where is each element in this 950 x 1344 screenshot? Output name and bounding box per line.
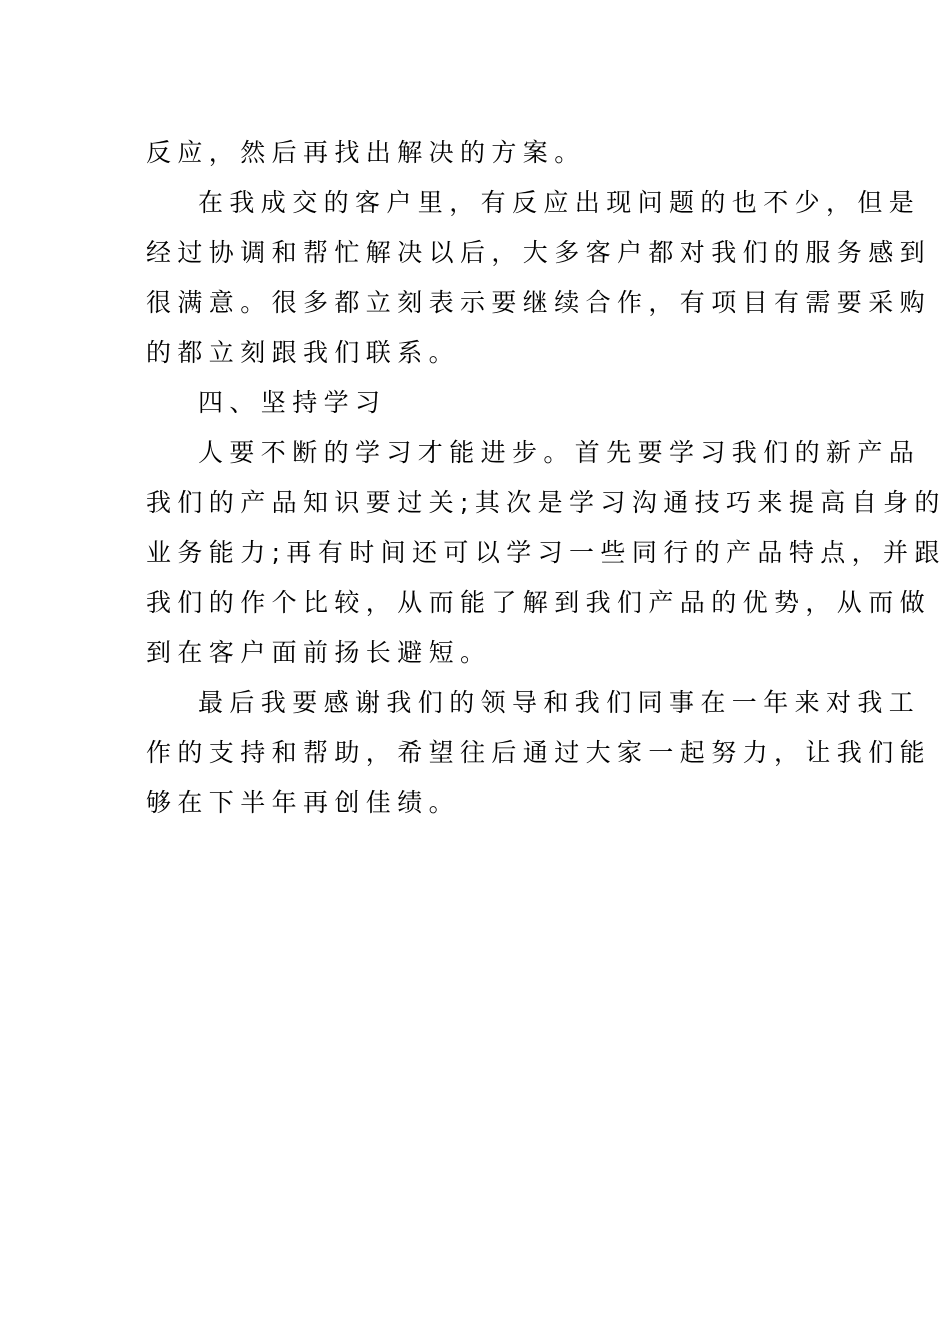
paragraph-first-line: 在我成交的客户里，有反应出现问题的也不少，但是 xyxy=(198,188,921,217)
text-line: 我们的产品知识要过关;其次是学习沟通技巧来提高自身的 xyxy=(146,488,946,517)
text-line: 很满意。很多都立刻表示要继续合作，有项目有需要采购 xyxy=(146,288,932,317)
paragraph-first-line: 人要不断的学习才能进步。首先要学习我们的新产品 xyxy=(198,438,921,467)
text-line: 的都立刻跟我们联系。 xyxy=(146,338,461,367)
text-line: 够在下半年再创佳绩。 xyxy=(146,788,461,817)
text-line: 我们的作个比较，从而能了解到我们产品的优势，从而做 xyxy=(146,588,932,617)
section-heading: 四、坚持学习 xyxy=(198,388,387,417)
paragraph-first-line: 最后我要感谢我们的领导和我们同事在一年来对我工 xyxy=(198,688,921,717)
text-line: 经过协调和帮忙解决以后，大多客户都对我们的服务感到 xyxy=(146,238,932,267)
text-line: 作的支持和帮助，希望往后通过大家一起努力，让我们能 xyxy=(146,738,932,767)
body-text xyxy=(146,128,946,828)
text-line: 到在客户面前扬长避短。 xyxy=(146,638,492,667)
text-line: 业务能力;再有时间还可以学习一些同行的产品特点，并跟 xyxy=(146,538,946,567)
text-line: 反应，然后再找出解决的方案。 xyxy=(146,138,586,167)
